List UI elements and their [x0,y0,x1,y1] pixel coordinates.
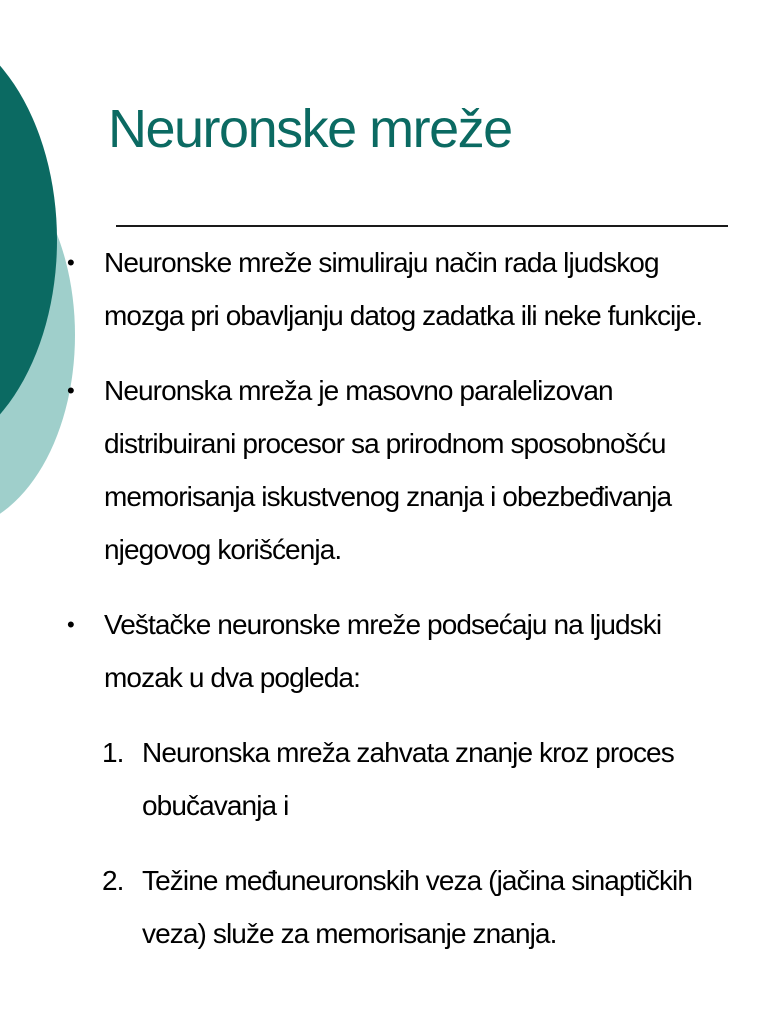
slide-title: Neuronske mreže [108,99,512,159]
bullet-line: njegovog korišćenja. [104,534,342,565]
bullet-marker: • [67,378,74,403]
bullet-line: mozak u dva pogleda: [104,662,360,693]
numbered-line: veza) služe za memorisanje znanja. [142,918,557,949]
item-number: 1. [102,737,124,768]
bullet-line: mozga pri obavljanju datog zadatka ili neke funkcije. [104,300,703,331]
numbered-line: Neuronska mreža zahvata znanje kroz proces [142,737,674,768]
numbered-line: obučavanja i [142,790,289,821]
bullet-line: distribuirani procesor sa prirodnom sposobnošću [104,428,666,459]
numbered-line: Težine međuneuronskih veza (jačina sinaptičkih [142,865,693,896]
slide-content [62,236,742,982]
bullet-line: memorisanja iskustvenog znanja i obezbeđivanja [104,481,672,512]
bullet-item [62,364,742,576]
numbered-item [62,854,742,960]
bullet-marker: • [67,250,74,275]
title-underline [116,225,728,227]
numbered-item [62,726,742,832]
bullet-item [62,236,742,342]
bullet-line: Veštačke neuronske mreže podsećaju na ljudski [104,609,662,640]
item-number: 2. [102,865,124,896]
bullet-line: Neuronska mreža je masovno paralelizovan [104,375,613,406]
bullet-item [62,598,742,704]
bullet-marker: • [67,612,74,637]
bullet-line: Neuronske mreže simuliraju način rada ljudskog [104,247,659,278]
